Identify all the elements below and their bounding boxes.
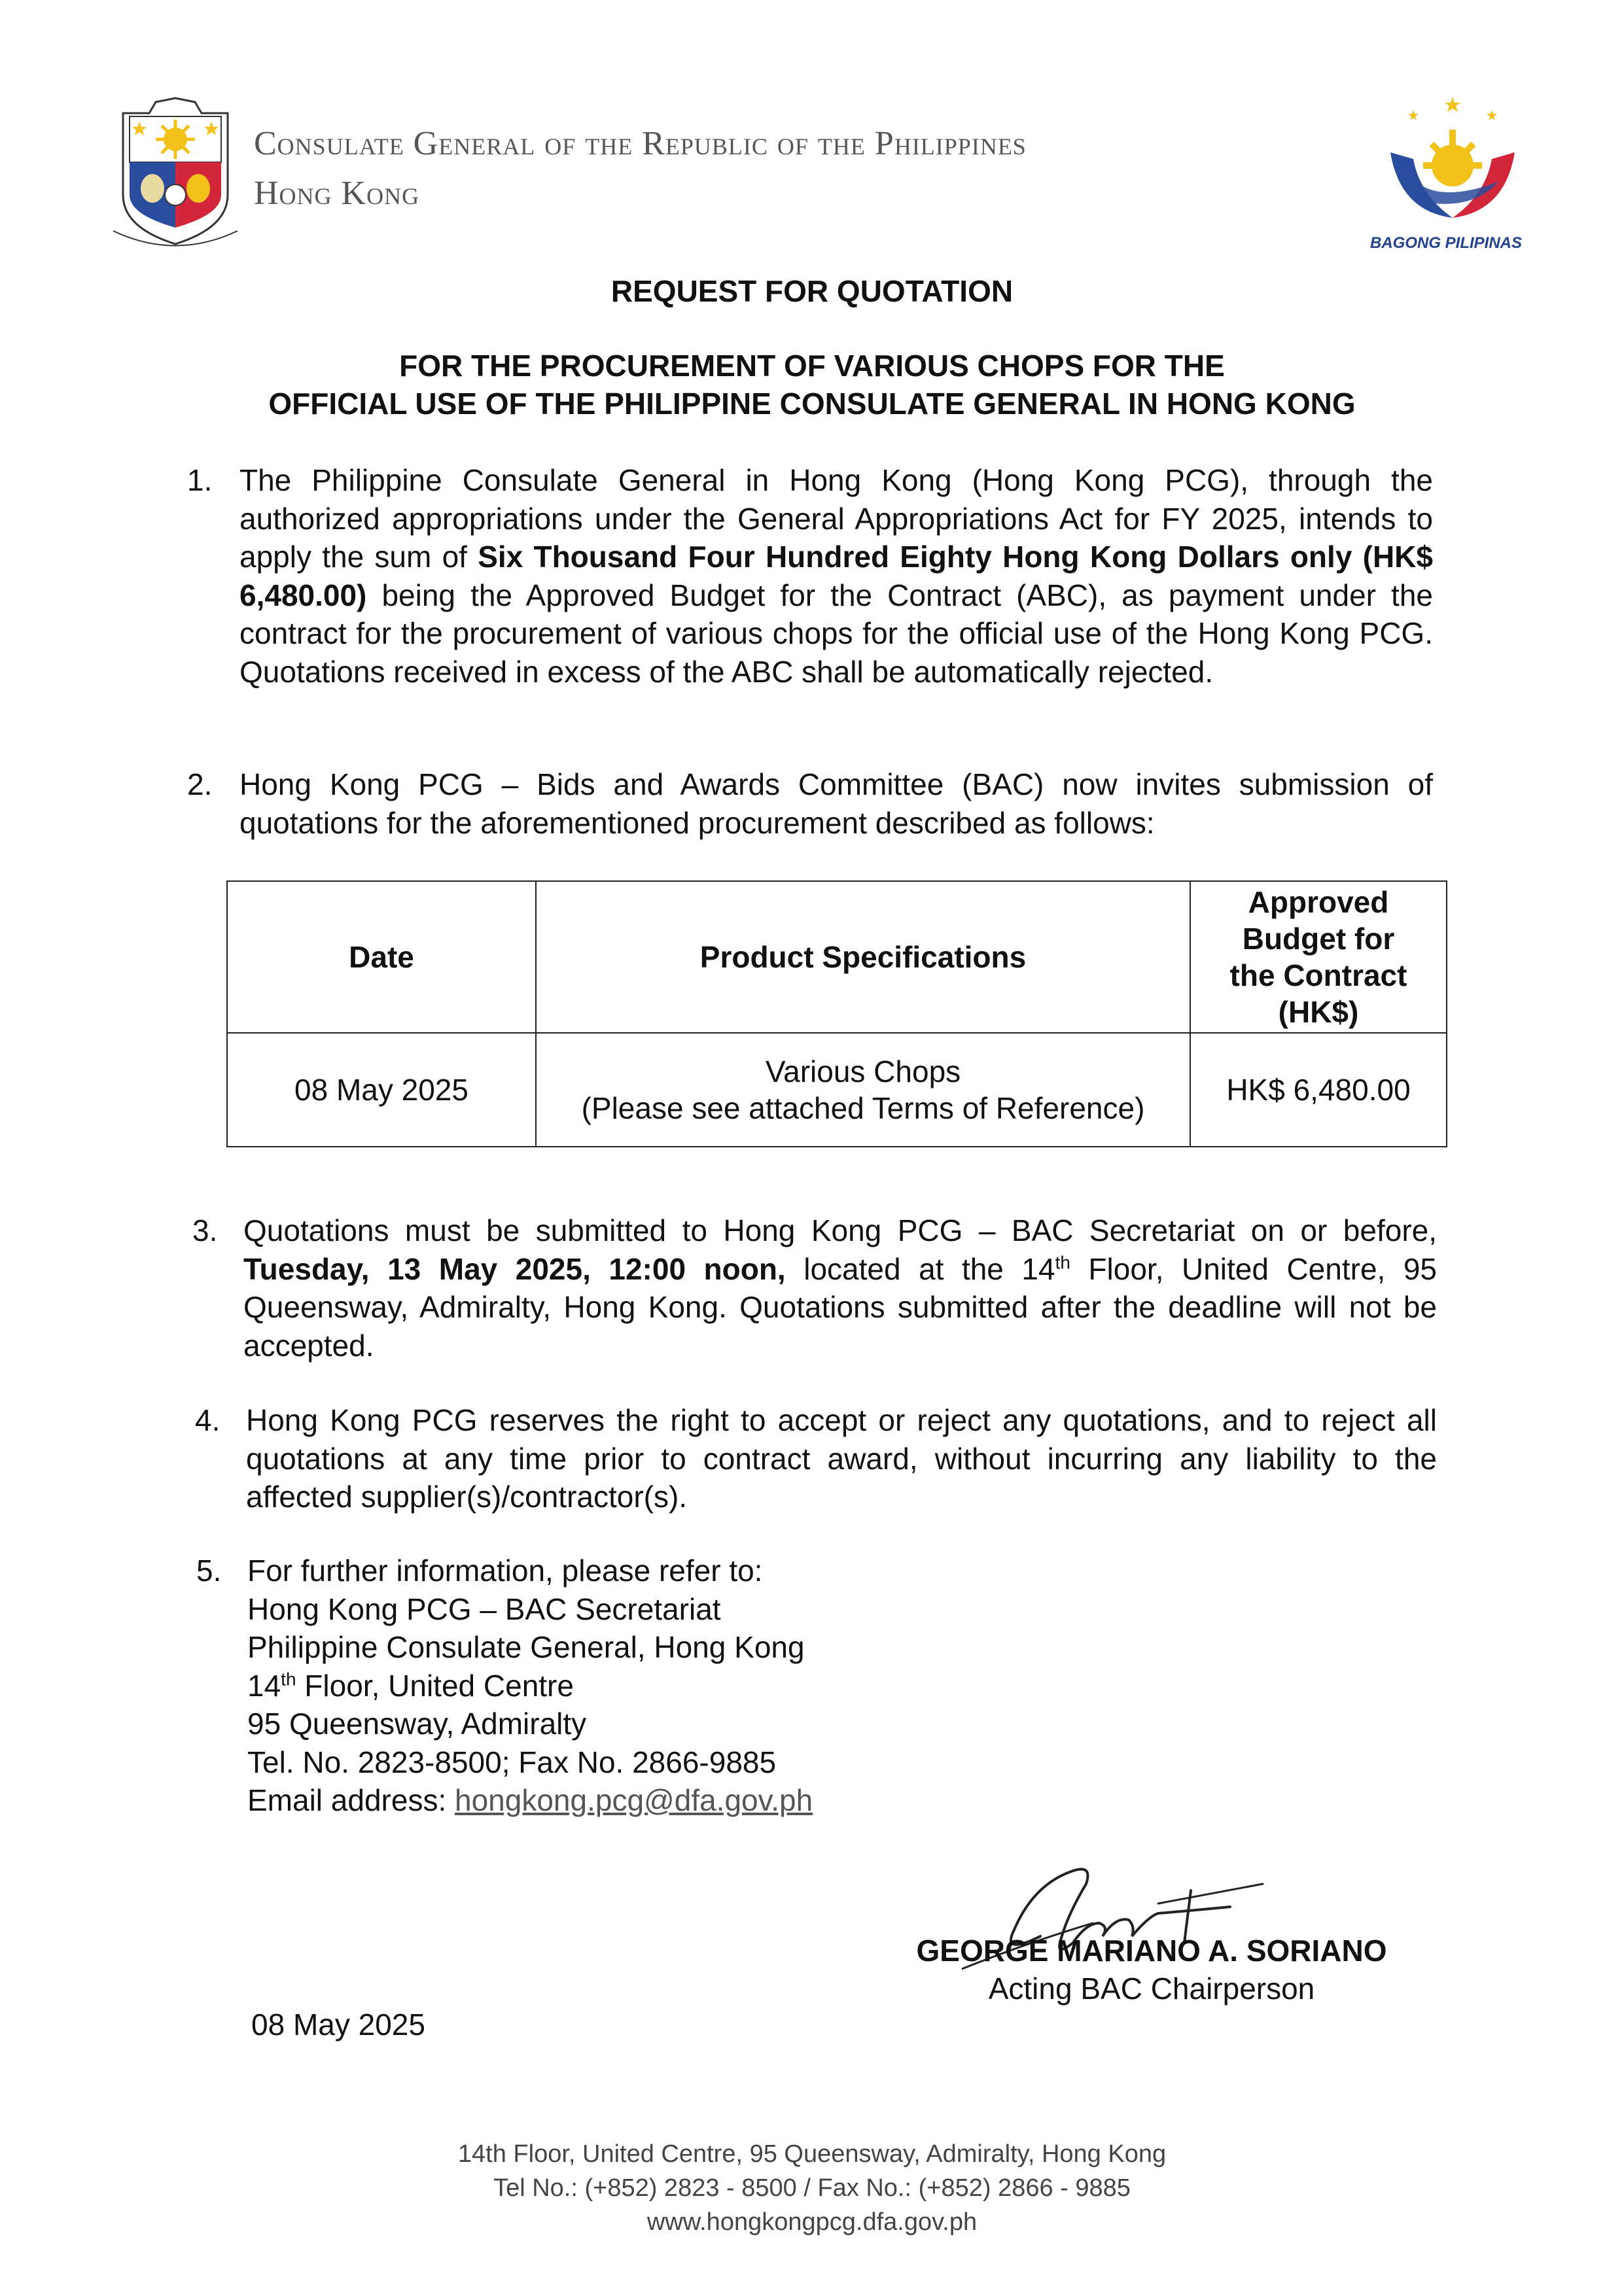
- contact-office: Hong Kong PCG – BAC Secretariat: [247, 1592, 721, 1626]
- contact-floor-superscript: th: [281, 1669, 296, 1690]
- paragraph-5-number: 5.: [196, 1554, 222, 1588]
- contact-consulate: Philippine Consulate General, Hong Kong: [247, 1630, 805, 1664]
- contact-floor: [247, 1667, 813, 1705]
- issue-date: 08 May 2025: [251, 2008, 425, 2042]
- deadline-bold: Tuesday, 13 May 2025, 12:00 noon,: [243, 1251, 786, 1286]
- cell-product-specifications: [536, 1033, 1190, 1147]
- bagong-pilipinas-logo-icon: [1374, 97, 1531, 228]
- subtitle-line1: FOR THE PROCUREMENT OF VARIOUS CHOPS FOR THE: [399, 349, 1225, 383]
- header-date: Date: [227, 881, 536, 1033]
- contact-floor-number: 14: [247, 1668, 281, 1703]
- header-product-specifications: Product Specifications: [536, 881, 1190, 1033]
- email-label: Email address:: [247, 1783, 455, 1817]
- contact-intro: For further information, please refer to:: [247, 1554, 763, 1588]
- paragraph-3-number: 3.: [192, 1213, 218, 1247]
- budget-amount-bold: Six Thousand Four Hundred Eighty Hong Kong Dollars only (HK$ 6,480.00): [239, 540, 1433, 612]
- table-header-row: [227, 881, 1447, 1033]
- header-abc-line3: the Contract: [1229, 958, 1407, 992]
- bagong-pilipinas-label: BAGONG PILIPINAS: [1369, 234, 1523, 252]
- header-abc-line2: Budget for: [1242, 922, 1395, 956]
- document-subtitle: [0, 347, 1624, 423]
- footer-address: 14th Floor, United Centre, 95 Queensway, Admiralty, Hong Kong: [457, 2140, 1167, 2168]
- document-title: REQUEST FOR QUOTATION: [610, 274, 1014, 308]
- cell-spec-line1: Various Chops: [765, 1054, 961, 1088]
- paragraph-1-text-after: being the Approved Budget for the Contract (ABC), as payment under the contract for the procurement of various chops for the official use of the Hong Kong PCG. Quotations received in excess of the ABC shall be automatically rejected.: [239, 578, 1433, 689]
- paragraph-3-text-mid: located at the 14: [785, 1251, 1055, 1286]
- cell-approved-budget: HK$ 6,480.00: [1190, 1033, 1447, 1147]
- contact-phone-fax: Tel. No. 2823-8500; Fax No. 2866-9885: [247, 1745, 777, 1779]
- paragraph-1-text: The Philippine Consulate General in Hong Kong (Hong Kong PCG), through the authorized appropriations under the General Appropriations Act for FY 2025, intends to apply the sum of: [239, 463, 1433, 574]
- contact-street: 95 Queensway, Admiralty: [247, 1707, 587, 1741]
- consulate-name-line2: Hong Kong: [254, 175, 420, 212]
- paragraph-1: [239, 461, 1433, 691]
- subtitle-line2: OFFICIAL USE OF THE PHILIPPINE CONSULATE GENERAL IN HONG KONG: [268, 387, 1356, 421]
- paragraph-4: Hong Kong PCG reserves the right to accept or reject any quotations, and to reject all quotations at any time prior to contract award, without incurring any liability to the affected supplier(s)/contractor(s).: [246, 1403, 1437, 1514]
- paragraph-2: Hong Kong PCG – Bids and Awards Committee (BAC) now invites submission of quotations for the aforementioned procurement described as follows:: [239, 767, 1433, 840]
- header-approved-budget: [1190, 881, 1447, 1033]
- ordinal-superscript: th: [1055, 1252, 1070, 1273]
- contact-email-line: [247, 1781, 813, 1820]
- contact-floor-rest: Floor, United Centre: [296, 1668, 574, 1703]
- footer-website[interactable]: www.hongkongpcg.dfa.gov.ph: [646, 2208, 978, 2236]
- procurement-table: [226, 880, 1447, 1147]
- footer-phone-fax: Tel No.: (+852) 2823 - 8500 / Fax No.: (+852) 2866 - 9885: [493, 2174, 1131, 2202]
- header-abc-line4: (HK$): [1278, 995, 1359, 1029]
- cell-spec-line2: (Please see attached Terms of Reference): [581, 1091, 1145, 1125]
- paragraph-2-number: 2.: [187, 767, 213, 801]
- cell-date: 08 May 2025: [227, 1033, 536, 1147]
- signatory-title: Acting BAC Chairperson: [988, 1972, 1315, 2006]
- consulate-name-line1: Consulate General of the Republic of the Philippines: [254, 125, 1027, 162]
- header-abc-line1: Approved: [1248, 885, 1389, 919]
- email-link[interactable]: hongkong.pcg@dfa.gov.ph: [455, 1783, 813, 1817]
- paragraph-1-number: 1.: [187, 463, 213, 497]
- paragraph-3-text-after: Floor, United Centre, 95 Queensway, Admiralty, Hong Kong. Quotations submitted after the deadline will not be accepted.: [243, 1251, 1437, 1363]
- philippine-seal-icon: [110, 97, 241, 257]
- paragraph-3: [243, 1211, 1437, 1365]
- paragraph-4-number: 4.: [195, 1403, 221, 1437]
- signatory-name: GEORGE MARIANO A. SORIANO: [916, 1934, 1387, 1968]
- contact-block: [247, 1552, 813, 1820]
- paragraph-3-text: Quotations must be submitted to Hong Kong PCG – BAC Secretariat on or before,: [243, 1213, 1437, 1247]
- table-row: [227, 1033, 1447, 1147]
